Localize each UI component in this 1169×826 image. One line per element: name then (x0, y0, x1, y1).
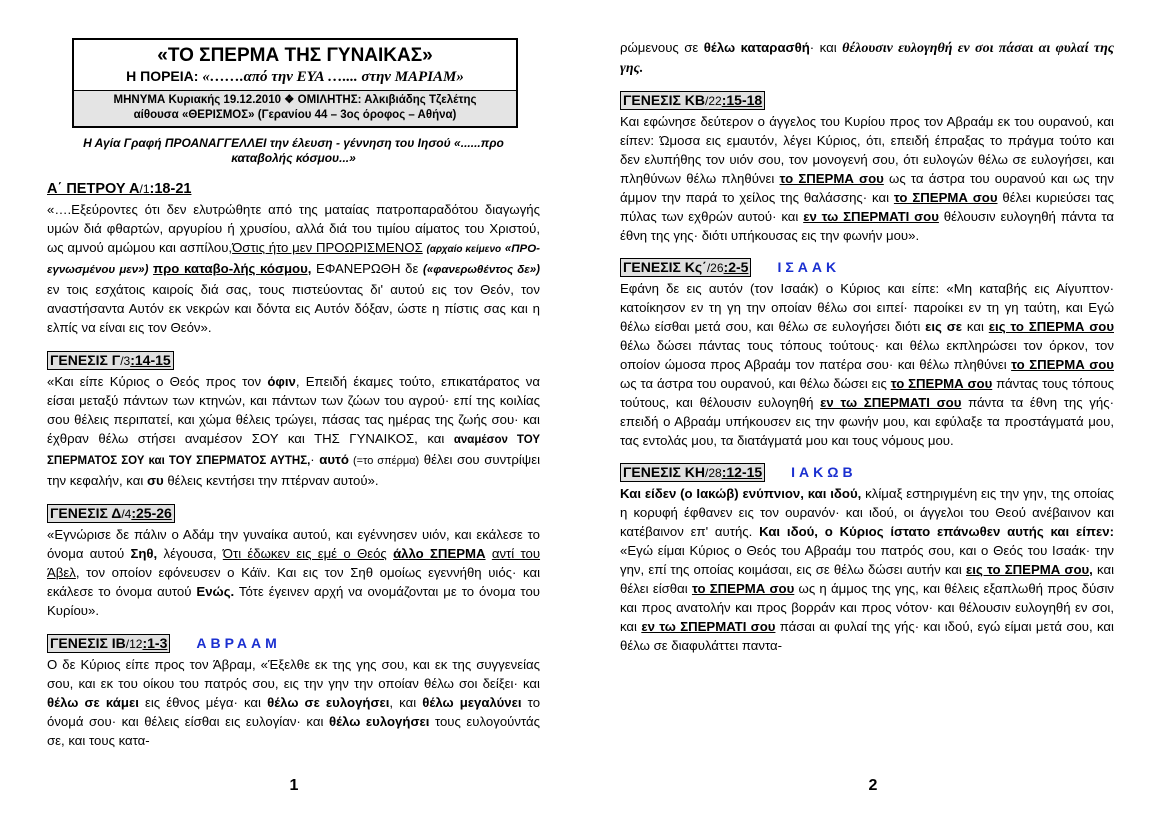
section-text: Και εφώνησε δεύτερον ο άγγελος του Κυρίου προς τον Αβραάμ εκ του ουρανού, και είπεν: Ώμοσα εις εμαυτόν, λέγει Κύριος, ότι, επειδή έπραξας το πράγμα τούτο και δεν ελυπήθης τον υιόν σου, τον μονογενή σου, ότι ευλογών θέλω σε ευλογήσει, και πληθύνων θέλω πληθύνει το ΣΠΕΡΜΑ σου ως τα άστρα του ουρανού και ως την άμμον την παρά το χείλος της θαλάσσης· και το ΣΠΕΡΜΑ σου θέλει κυριεύσει τας πύλας των εχθρών αυτού· και εν τω ΣΠΕΡΜΑΤΙ σου θέλουσιν ευλογηθή πάντα τα έθνη της γης· διότι υπήκουσας εις την φωνήν μου». (620, 114, 1114, 243)
meta-line-1: ΜΗΝΥΜΑ Κυριακής 19.12.2010 ❖ ΟΜΙΛΗΤΗΣ: Αλκιβιάδης Τζελέτης (113, 94, 477, 106)
section-text: Εφάνη δε εις αυτόν (τον Ισαάκ) ο Κύριος και είπε: «Μη καταβής εις Αίγυπτον· κατοίκησον εν τη γη την οποίαν θέλω σοι ειπεί· παροίκει εν τη γη ταύτη, και Εγώ θέλω είσθαι μετά σου, και θέλω σε ευλογήσει διότι εις σε και εις το ΣΠΕΡΜΑ σου θέλω δώσει πάντας τους τόπους τούτους· και θέλω εκπληρώσει τον όρκον, τον οποίον ώμοσα προς Αβραάμ τον πατέρα σου· και θέλω πληθύνει το ΣΠΕΡΜΑ σου ως τα άστρα του ουρανού, και θέλω δώσει εις το ΣΠΕΡΜΑ σου πάντας τους τόπους τούτους, και θέλουσιν ευλογηθή εν τω ΣΠΕΡΜΑΤΙ σου πάντα τα έθνη της γής· επειδή ο Αβραάμ υπήκουσεν εις την φωνήν μου, και εφύλαξε τα προστάγματά μου, τας εντολάς μου, τα διατάγματά μου και τους νόμους μου. (620, 281, 1115, 448)
section-text: «Εγνώρισε δε πάλιν ο Αδάμ την γυναίκα αυτού, και εγέννησεν υιόν, και εκάλεσε το όνομα αυτού Σηθ, λέγουσα, Ότι έδωκεν εις εμέ ο Θεός άλλο ΣΠΕΡΜΑ αντί του Άβελ, τον οποίον εφόνευσεν ο Κάϊν. Και εις τον Σηθ ομοίως εγεννήθη υιός· και εκάλεσε το όνομα αυτού Ενώς. Τότε έγεινεν αρχή να ονομάζονται με το όνομα του Κυρίου». (47, 527, 541, 618)
section-genesis-3 (47, 351, 540, 490)
person-name-isaak: ΙΣΑΑΚ (777, 259, 841, 275)
section-genesis-12 (47, 634, 540, 750)
document-title: «ΤΟ ΣΠΕΡΜΑ ΤΗΣ ΓΥΝΑΙΚΑΣ» (157, 45, 433, 66)
section-heading: Α΄ ΠΕΤΡΟΥ Α/1:18-21 (47, 181, 192, 197)
section-heading: ΓΕΝΕΣΙΣ ΚΒ/22:15-18 (620, 91, 765, 110)
section-text: Και είδεν (ο Ιακώβ) ενύπνιον, και ιδού, κλίμαξ εστηριγμένη εις την γην, της οποίας η κορυφή έφθανεν εις τον ουρανόν· και ιδού, οι άγγελοι του Θεού ανέβαινον και κατέβαινον επ' αυτής. Και ιδού, ο Κύριος ίστατο επάνωθεν αυτής και είπεν: «Εγώ είμαι Κύριος ο Θεός του Αβραάμ του πατρός σου, και ο Θεός του Ισαάκ· την γην, επί της οποίας κοιμάσαι, εις σε θέλω δώσει αυτήν και εις το ΣΠΕΡΜΑ σου, και θέλει είσθαι το ΣΠΕΡΜΑ σου ως η άμμος της γης, και θέλεις εξαπλωθή προς δύσιν και προς ανατολήν και προς βορράν και προς νότον· και θέλουσιν ευλογηθή εν σοι, και εν τω ΣΠΕΡΜΑΤΙ σου πάσαι αι φυλαί της γής· και ιδού, εγώ είμαι μετά σου, και θέλω σε διαφυλάττει παντα- (620, 486, 1114, 653)
section-text: «Και είπε Κύριος ο Θεός προς τον όφιν, Επειδή έκαμες τούτο, επικατάρατος να είσαι μεταξύ πάντων των κτηνών, και πάντων των ζώων του αγρού· επί της κοιλίας σου θέλεις περιπατεί, και χώμα θέλεις τρώγει, πάσας τας ημέρας της ζωής σου· και έχθραν θέλω στήσει αναμέσον ΣΟΥ και ΤΗΣ ΓΥΝΑΙΚΟΣ, και αναμέσον ΤΟΥ ΣΠΕΡΜΑΤΟΣ ΣΟΥ και ΤΟΥ ΣΠΕΡΜΑΤΟΣ ΑΥΤΗΣ,· αυτό (=το σπέρμα) θέλει σου συντρίψει την κεφαλήν, και συ θέλεις κεντήσει την πτέρναν αυτού». (47, 374, 541, 488)
section-text: Ο δε Κύριος είπε προς τον Άβραμ, «Έξελθε εκ της γης σου, και εκ της συγγενείας σου, και εκ του οίκου του πατρός σου, εις την γην την οποίαν θέλω σοι δείξει· και θέλω σε κάμει εις έθνος μέγα· και θέλω σε ευλογήσει, και θέλω μεγαλύνει το όνομά σου· και θέλεις είσθαι εις ευλογίαν· και θέλω ευλογήσει τους ευλογούντάς σε, και τους κατα- (47, 657, 541, 748)
section-text-continued: ρώμενους σε θέλω καταρασθή· και θέλουσιν ευλογηθή εν σοι πάσαι αι φυλαί της γης. (620, 40, 1114, 76)
section-genesis-4 (47, 504, 540, 620)
person-name-abraam: ΑΒΡΑΑΜ (196, 635, 281, 651)
section-heading: ΓΕΝΕΣΙΣ ΙΒ/12:1-3 (47, 634, 170, 653)
section-heading: ΓΕΝΕΣΙΣ Γ/3:14-15 (47, 351, 174, 370)
message-meta (74, 91, 516, 126)
intro-text: Η Αγία Γραφή ΠΡΟΑΝΑΓΓΕΛΛΕΙ την έλευση - γέννηση του Ιησού «......προ καταβολής κόσμου...» (83, 136, 504, 165)
section-heading: ΓΕΝΕΣΙΣ ΚΗ/28:12-15 (620, 463, 765, 482)
page-number: 2 (868, 777, 878, 794)
section-genesis-22 (620, 91, 1114, 245)
meta-line-2: αίθουσα «ΘΕΡΙΣΜΟΣ» (Γερανίου 44 – 3ος όροφος – Αθήνα) (133, 109, 457, 121)
page-1 (47, 0, 540, 826)
section-text: «….Εξεύροντες ότι δεν ελυτρώθητε από της ματαίας πατροπαραδότου διαγωγής υμών διά φθαρτών, αργυρίου ή χρυσίου, αλλά διά του τιμίου αίματος του Χριστού, ως αμνού αμώμου και ασπίλου,Όστις ήτο μεν ΠΡΟΩΡΙΣΜΕΝΟΣ (αρχαίο κείμενο «ΠΡΟ-εγνωσμένου μεν») προ καταβο-λής κόσμου, ΕΦΑΝΕΡΩΘΗ δε («φανερωθέντος δε») εν τοις εσχάτοις καιροίς διά σας, τους πιστεύοντας δι' αυτού εις τον Θεόν, τον αναστήσαντα Αυτόν εκ νεκρών και δόντα εις Αυτόν δόξαν, ώστε η πίστις σας και η ελπίς να είναι εις τον Θεόν». (47, 202, 540, 335)
section-genesis-28 (620, 463, 1114, 655)
section-heading: ΓΕΝΕΣΙΣ Δ/4:25-26 (47, 504, 175, 523)
person-name-iakov: ΙΑΚΩΒ (791, 464, 857, 480)
page-2 (620, 0, 1114, 826)
section-heading: ΓΕΝΕΣΙΣ Κς΄/26:2-5 (620, 258, 751, 277)
page-number: 1 (289, 777, 299, 794)
document-subtitle: Η ΠΟΡΕΙΑ: «…….από την ΕΥΑ ….... στην ΜΑΡΙΑΜ» (126, 68, 464, 85)
section-petrou (47, 180, 540, 337)
section-genesis-26 (620, 258, 1114, 450)
title-box (72, 38, 518, 128)
